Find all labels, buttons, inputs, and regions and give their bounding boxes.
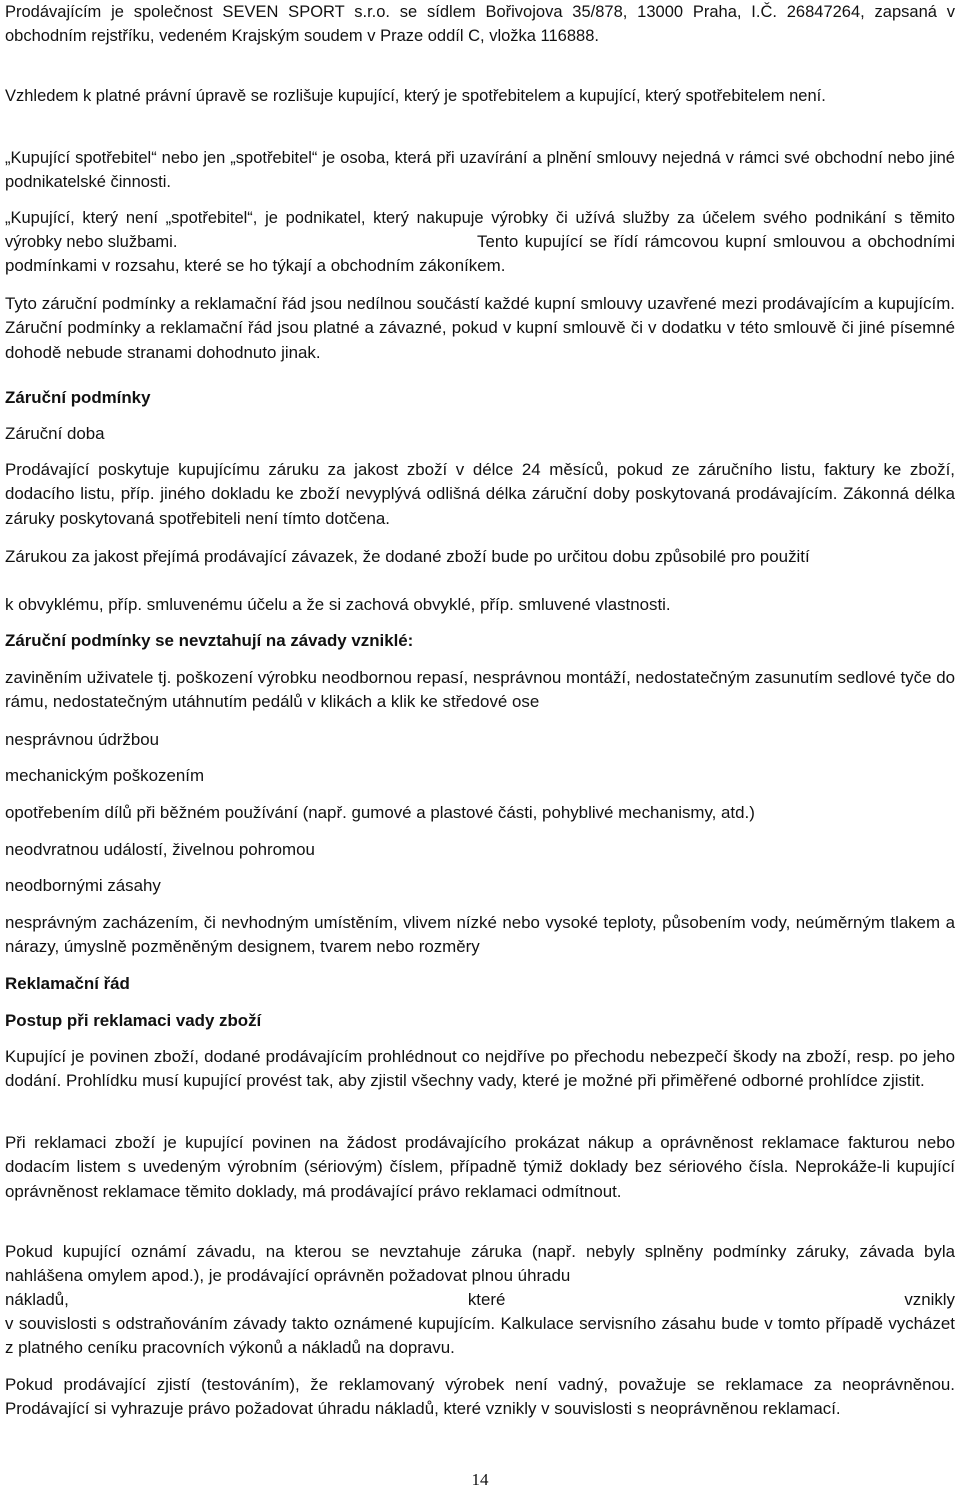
exclusion-item: opotřebením dílů při běžném používání (např. gumové a plastové části, pohyblivé mechanismy, atd.) (5, 803, 755, 822)
procedure-heading: Postup při reklamaci vady zboží (5, 1011, 262, 1030)
costs-line-1: Pokud kupující oznámí závadu, na kterou se nevztahuje záruka (např. nebyly splněny podmínky záruky, závada byla nahlášena omylem apod.), je prodávající oprávněn požadovat plnou úhradu (5, 1242, 955, 1286)
exclusion-item: mechanickým poškozením (5, 766, 205, 785)
terms-paragraph: Tyto záruční podmínky a reklamační řád jsou nedílnou součástí každé kupní smlouvy uzavřené mezi prodávajícím a kupujícím. Záruční podmínky a reklamační řád jsou platné a závazné, pokud v kupní smlouvě či v dodatku v této smlouvě či jiné písemné dohodě nebude stranami dohodnuto jinak. (5, 294, 955, 362)
costs-word-1: nákladů, (5, 1290, 69, 1309)
inspection-paragraph: Kupující je povinen zboží, dodané prodávajícím prohlédnout co nejdříve po přechodu nebezpečí škody na zboží, resp. po jeho dodání. Prohlídku musí kupující provést tak, aby zjistil všechny vady, které je možné při přiměřené odborné prohlídce zjistit. (5, 1047, 955, 1091)
non-consumer-definition (5, 206, 955, 252)
proof-paragraph: Při reklamaci zboží je kupující povinen na žádost prodávajícího prokázat nákup a oprávněnost reklamace fakturou nebo dodacím listem s uvedeným výrobním (sériovým) číslem, případně týmiž doklady bez sériového čísla. Neprokáže-li kupující oprávněnost reklamace těmito doklady, má prodávající právo reklamaci odmítnout. (5, 1133, 955, 1201)
exclusion-item: neodvratnou událostí, živelnou pohromou (5, 840, 315, 859)
warranty-period-heading: Záruční doba (5, 424, 105, 443)
warranty-heading: Záruční podmínky (5, 388, 151, 407)
page-number: 14 (471, 1470, 489, 1489)
exclusion-item: neodbornými zásahy (5, 876, 161, 895)
non-consumer-definition-b: Tento kupující se řídí rámcovou kupní smlouvou a obchodními podmínkami v rozsahu, které se ho týkají a obchodním zákoníkem. (5, 232, 955, 276)
costs-rest: v souvislosti s odstraňováním závady takto oznámené kupujícím. Kalkulace servisního zásahu bude v tomto případě vycházet z platného ceníku pracovních výkonů a nákladů na dopravu. (5, 1314, 955, 1358)
quality-line-1: Zárukou za jakost přejímá prodávající závazek, že dodané zboží bude po určitou dobu způsobilé pro použití (5, 547, 810, 566)
consumer-definition: „Kupující spotřebitel“ nebo jen „spotřebitel“ je osoba, která při uzavírání a plnění smlouvy nejedná v rámci své obchodní nebo jiné podnikatelské činnosti. (5, 149, 955, 192)
distinction-paragraph: Vzhledem k platné právní úpravě se rozlišuje kupující, který je spotřebitelem a kupující, který spotřebitelem není. (5, 87, 826, 105)
quality-line-2: k obvyklému, příp. smluvenému účelu a že si zachová obvyklé, příp. smluvené vlastnosti. (5, 595, 671, 614)
exclusion-item: zaviněním uživatele tj. poškození výrobku neodbornou repasí, nesprávnou montáží, nedostatečným zasunutím sedlové tyče do rámu, nedostatečným utáhnutím pedálů v klikách a klik ke středové ose (5, 668, 955, 712)
non-consumer-definition-a: „Kupující, který není „spotřebitel“, je podnikatel, který nakupuje výrobky či užívá služby za účelem svého podnikání s těmito výrobky nebo službami. (5, 209, 955, 252)
warranty-period-text: Prodávající poskytuje kupujícímu záruku za jakost zboží v délce 24 měsíců, pokud ze záručního listu, faktury ke zboží, dodacího listu, příp. jiného dokladu ke zboží nevyplývá odlišná délka záruční doby poskytovaná prodávajícím. Zákonná délka záruky poskytovaná spotřebiteli není tímto dotčena. (5, 460, 955, 528)
seller-paragraph: Prodávajícím je společnost SEVEN SPORT s.r.o. se sídlem Bořivojova 35/878, 13000 Praha, I.Č. 26847264, zapsaná v obchodním rejstříku, vedeném Krajským soudem v Praze oddíl C, vložka 116888. (5, 3, 955, 46)
costs-spread-line (5, 1288, 955, 1312)
costs-word-2: které (467, 1290, 506, 1309)
document-page (5, 0, 955, 1492)
complaints-heading: Reklamační řád (5, 974, 130, 993)
exclusion-item: nesprávným zacházením, či nevhodným umístěním, vlivem nízké nebo vysoké teploty, působením vody, neúměrným tlakem a nárazy, úmyslně pozměněným designem, tvarem nebo rozměry (5, 913, 955, 957)
unjustified-paragraph: Pokud prodávající zjistí (testováním), že reklamovaný výrobek není vadný, považuje se reklamace za neoprávněnou. Prodávající si vyhrazuje právo požadovat úhradu nákladů, které vznikly v souvislosti s neoprávněnou reklamací. (5, 1375, 955, 1419)
exclusions-heading: Záruční podmínky se nevztahují na závady vzniklé: (5, 631, 414, 650)
costs-word-3: vznikly (904, 1290, 955, 1309)
exclusion-item: nesprávnou údržbou (5, 730, 160, 749)
